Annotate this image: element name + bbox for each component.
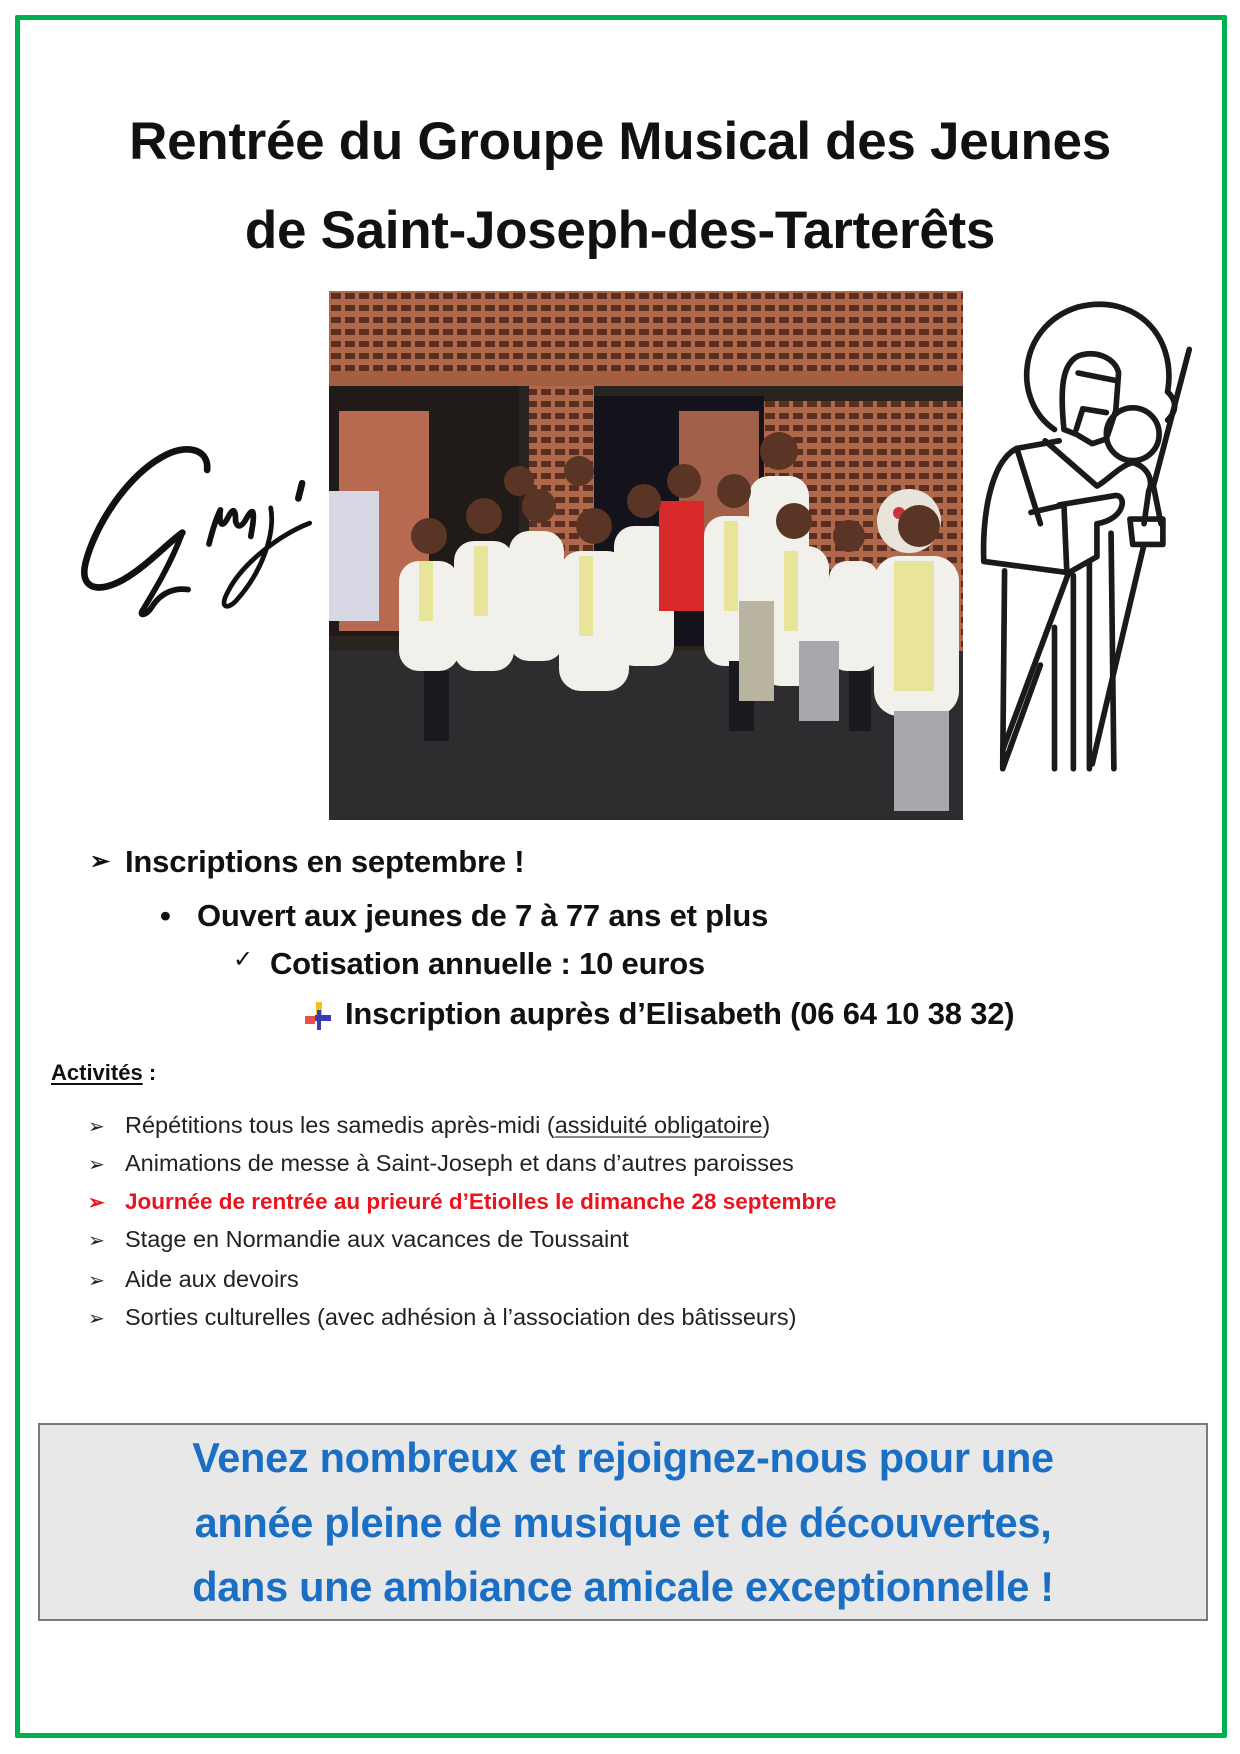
activity-item — [88, 1224, 629, 1256]
activity-text: Animations de messe à Saint-Joseph et dans d’autres paroisses — [125, 1150, 794, 1176]
inscription-text: Inscriptions en septembre ! — [125, 844, 525, 879]
arrow-bullet-icon: ➢ — [88, 1116, 105, 1138]
activities-heading-colon: : — [142, 1060, 157, 1085]
cta-line-1: Venez nombreux et rejoignez-nous pour une — [192, 1434, 1054, 1481]
dot-bullet-icon: • — [160, 898, 171, 933]
activity-text: Stage en Normandie aux vacances de Toussaint — [125, 1226, 629, 1252]
gmj-logo — [72, 430, 327, 620]
arrow-bullet-icon: ➢ — [88, 1192, 105, 1214]
activity-underlined-text: assiduité obligatoire — [554, 1112, 763, 1138]
arrow-bullet-icon: ➢ — [88, 1230, 105, 1252]
call-to-action-box — [38, 1423, 1208, 1621]
arrow-bullet-icon: ➢ — [90, 848, 110, 875]
arrow-bullet-icon: ➢ — [88, 1154, 105, 1176]
activities-heading — [51, 1058, 156, 1088]
cta-line-2: année pleine de musique et de découvertes, — [194, 1499, 1052, 1546]
activity-text: Journée de rentrée au prieuré d’Etiolles le dimanche 28 septembre — [125, 1189, 837, 1214]
page-title-line-2: de Saint-Joseph-des-Tarterêts — [244, 201, 996, 260]
activity-item-highlighted — [88, 1187, 837, 1218]
page-title-line-1: Rentrée du Groupe Musical des Jeunes — [129, 112, 1111, 171]
arrow-bullet-icon: ➢ — [88, 1308, 105, 1330]
inscription-text: Inscription auprès d’Elisabeth (06 64 10 38 32) — [345, 996, 1015, 1031]
photo-illustration — [329, 291, 963, 820]
cross-bullet-icon — [305, 1002, 333, 1030]
activity-item — [88, 1264, 299, 1296]
inscription-text: Cotisation annuelle : 10 euros — [270, 946, 705, 981]
inscription-text: Ouvert aux jeunes de 7 à 77 ans et plus — [197, 898, 769, 933]
cta-line-3: dans une ambiance amicale exceptionnelle ! — [192, 1563, 1054, 1610]
activity-item — [88, 1110, 770, 1142]
activity-text-end: ) — [762, 1112, 771, 1138]
activity-text: Répétitions tous les samedis après-midi ( — [125, 1112, 555, 1138]
arrow-bullet-icon: ➢ — [88, 1270, 105, 1292]
saint-joseph-illustration — [965, 292, 1210, 812]
activity-item — [88, 1302, 796, 1334]
activity-text: Aide aux devoirs — [125, 1266, 299, 1292]
activity-item — [88, 1148, 794, 1180]
group-photo — [329, 291, 963, 820]
activities-heading-label: Activités — [51, 1060, 143, 1085]
checkmark-icon: ✓ — [233, 946, 253, 973]
activity-text: Sorties culturelles (avec adhésion à l’association des bâtisseurs) — [125, 1304, 797, 1330]
